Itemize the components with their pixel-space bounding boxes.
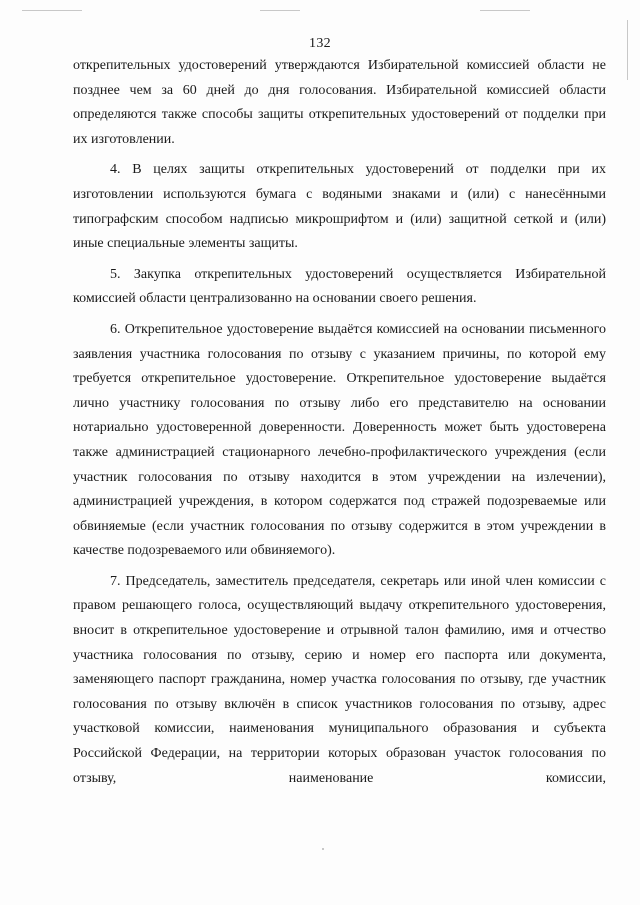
scan-artifact	[322, 848, 324, 850]
paragraph-item-5: 5. Закупка открепительных удостоверений осуществляется Избирательной комиссией области централизованно на основании своего решения.	[73, 266, 606, 307]
paragraph-item-4: 4. В целях защиты открепительных удостоверений от подделки при их изготовлении используются бумага с водяными знаками и (или) с нанесёнными типографским способом надписью микрошрифтом и (или) защитной сеткой и (или) иные специальные элементы защиты.	[73, 162, 606, 252]
scan-artifact	[22, 10, 82, 11]
paragraph-item-7: 7. Председатель, заместитель председателя, секретарь или иной член комиссии с правом решающего голоса, осуществляющий выдачу открепительного удостоверения, вносит в открепительное удостоверение и отрывной талон фамилию, имя и отчество участника голосования по отзыву, серию и номер его паспорта или документа, заменяющего паспорт гражданина, номер участка голосования по отзыву, где участник голосования по отзыву включён в список участников голосования по отзыву, адрес участковой комиссии, наименования муниципального образования и субъекта Российской Федерации, на территории которых образован участок голосования по отзыву, наименование комиссии,	[73, 573, 606, 786]
page-number: 132	[309, 36, 331, 51]
document-body	[73, 54, 606, 791]
paragraph-item-6: 6. Открепительное удостоверение выдаётся комиссией на основании письменного заявления участника голосования по отзыву с указанием причины, по которой ему требуется открепительное удостоверение. Открепительное удостоверение выдаётся лично участнику голосования по отзыву либо его представителю на основании нотариально удостоверенной доверенности. Доверенность может быть удостоверена также администрацией стационарного лечебно-профилактического учреждения (если участник голосования по отзыву находится в этом учреждении на излечении), администрацией учреждения, в котором содержатся под стражей подозреваемые или обвиняемые (если участник голосования по отзыву содержится в этом учреждении в качестве подозреваемого или обвиняемого).	[73, 321, 606, 559]
paragraph-continuation: открепительных удостоверений утверждаются Избирательной комиссией области не позднее чем за 60 дней до дня голосования. Избирательной комиссией области определяются также способы защиты открепительных удостоверений от подделки при их изготовлении.	[73, 58, 606, 147]
scan-artifact	[260, 10, 300, 11]
scan-artifact	[480, 10, 530, 11]
